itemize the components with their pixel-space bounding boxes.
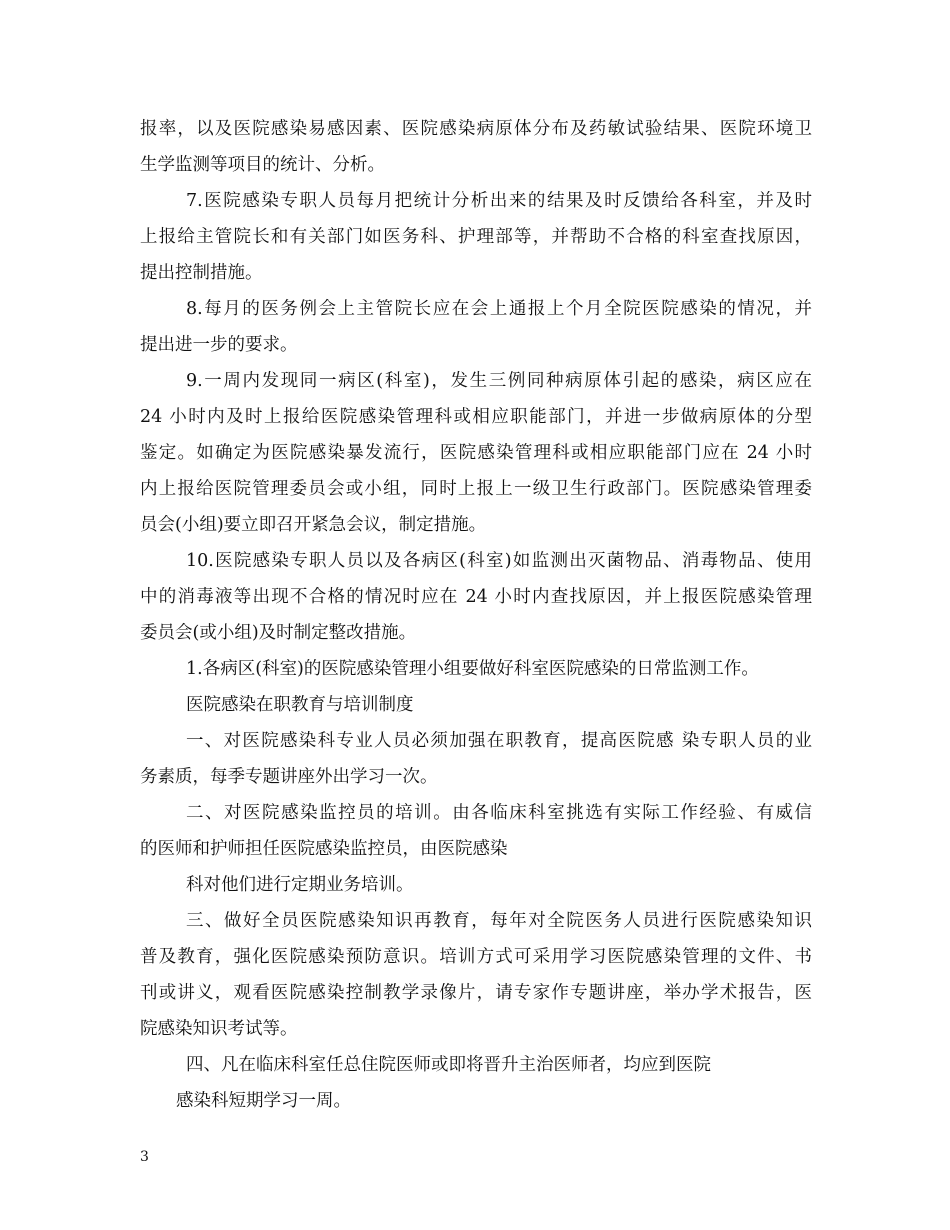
text-line: 7.医院感染专职人员每月把统计分析出来的结果及时反馈给各科室，并及时 (186, 191, 812, 211)
text-line: 生学监测等项目的统计、分析。 (140, 155, 385, 175)
text-line: 感染科短期学习一周。 (176, 1091, 351, 1111)
text-line: 24 小时内及时上报给医院感染管理科或相应职能部门，并进一步做病原体的分型 (140, 407, 812, 427)
text-line: 鉴定。如确定为医院感染暴发流行，医院感染管理科或相应职能部门应在 24 小时 (140, 443, 812, 463)
text-line: 员会(小组)要立即召开紧急会议，制定措施。 (140, 515, 487, 535)
page-number: 3 (140, 1149, 149, 1165)
text-line: 二、对医院感染监控员的培训。由各临床科室挑选有实际工作经验、有威信 (186, 803, 812, 823)
text-line: 务素质，每季专题讲座外出学习一次。 (140, 767, 438, 787)
text-line: 普及教育，强化医院感染预防意识。培训方式可采用学习医院感染管理的文件、书 (140, 947, 812, 967)
text-line: 一、对医院感染科专业人员必须加强在职教育，提高医院感 染专职人员的业 (186, 731, 812, 751)
text-line: 内上报给医院管理委员会或小组，同时上报上一级卫生行政部门。医院感染管理委 (140, 479, 812, 499)
text-line: 上报给主管院长和有关部门如医务科、护理部等，并帮助不合格的科室查找原因， (140, 227, 812, 247)
text-line: 10.医院感染专职人员以及各病区(科室)如监测出灭菌物品、消毒物品、使用 (186, 551, 812, 571)
text-line: 提出进一步的要求。 (140, 335, 298, 355)
text-line: 三、做好全员医院感染知识再教育，每年对全院医务人员进行医院感染知识 (186, 911, 812, 931)
section-heading: 医院感染在职教育与培训制度 (186, 695, 414, 715)
text-line: 中的消毒液等出现不合格的情况时应在 24 小时内查找原因，并上报医院感染管理 (140, 587, 812, 607)
text-line: 委员会(或小组)及时制定整改措施。 (140, 623, 417, 643)
text-line: 院感染知识考试等。 (140, 1019, 298, 1039)
text-line: 8.每月的医务例会上主管院长应在会上通报上个月全院医院感染的情况，并 (186, 299, 812, 319)
text-line: 的医师和护师担任医院感染监控员，由医院感染 (140, 839, 508, 859)
text-line: 9.一周内发现同一病区(科室)，发生三例同种病原体引起的感染，病区应在 (186, 371, 812, 391)
text-line: 报率，以及医院感染易感因素、医院感染病原体分布及药敏试验结果、医院环境卫 (140, 119, 812, 139)
text-line: 提出控制措施。 (140, 263, 263, 283)
text-line: 1.各病区(科室)的医院感染管理小组要做好科室医院感染的日常监测工作。 (186, 659, 759, 679)
text-line: 四、凡在临床科室任总住院医师或即将晋升主治医师者，均应到医院 (186, 1055, 711, 1075)
text-line: 刊或讲义，观看医院感染控制教学录像片，请专家作专题讲座，举办学术报告，医 (140, 983, 812, 1003)
text-line: 科对他们进行定期业务培训。 (186, 875, 414, 895)
